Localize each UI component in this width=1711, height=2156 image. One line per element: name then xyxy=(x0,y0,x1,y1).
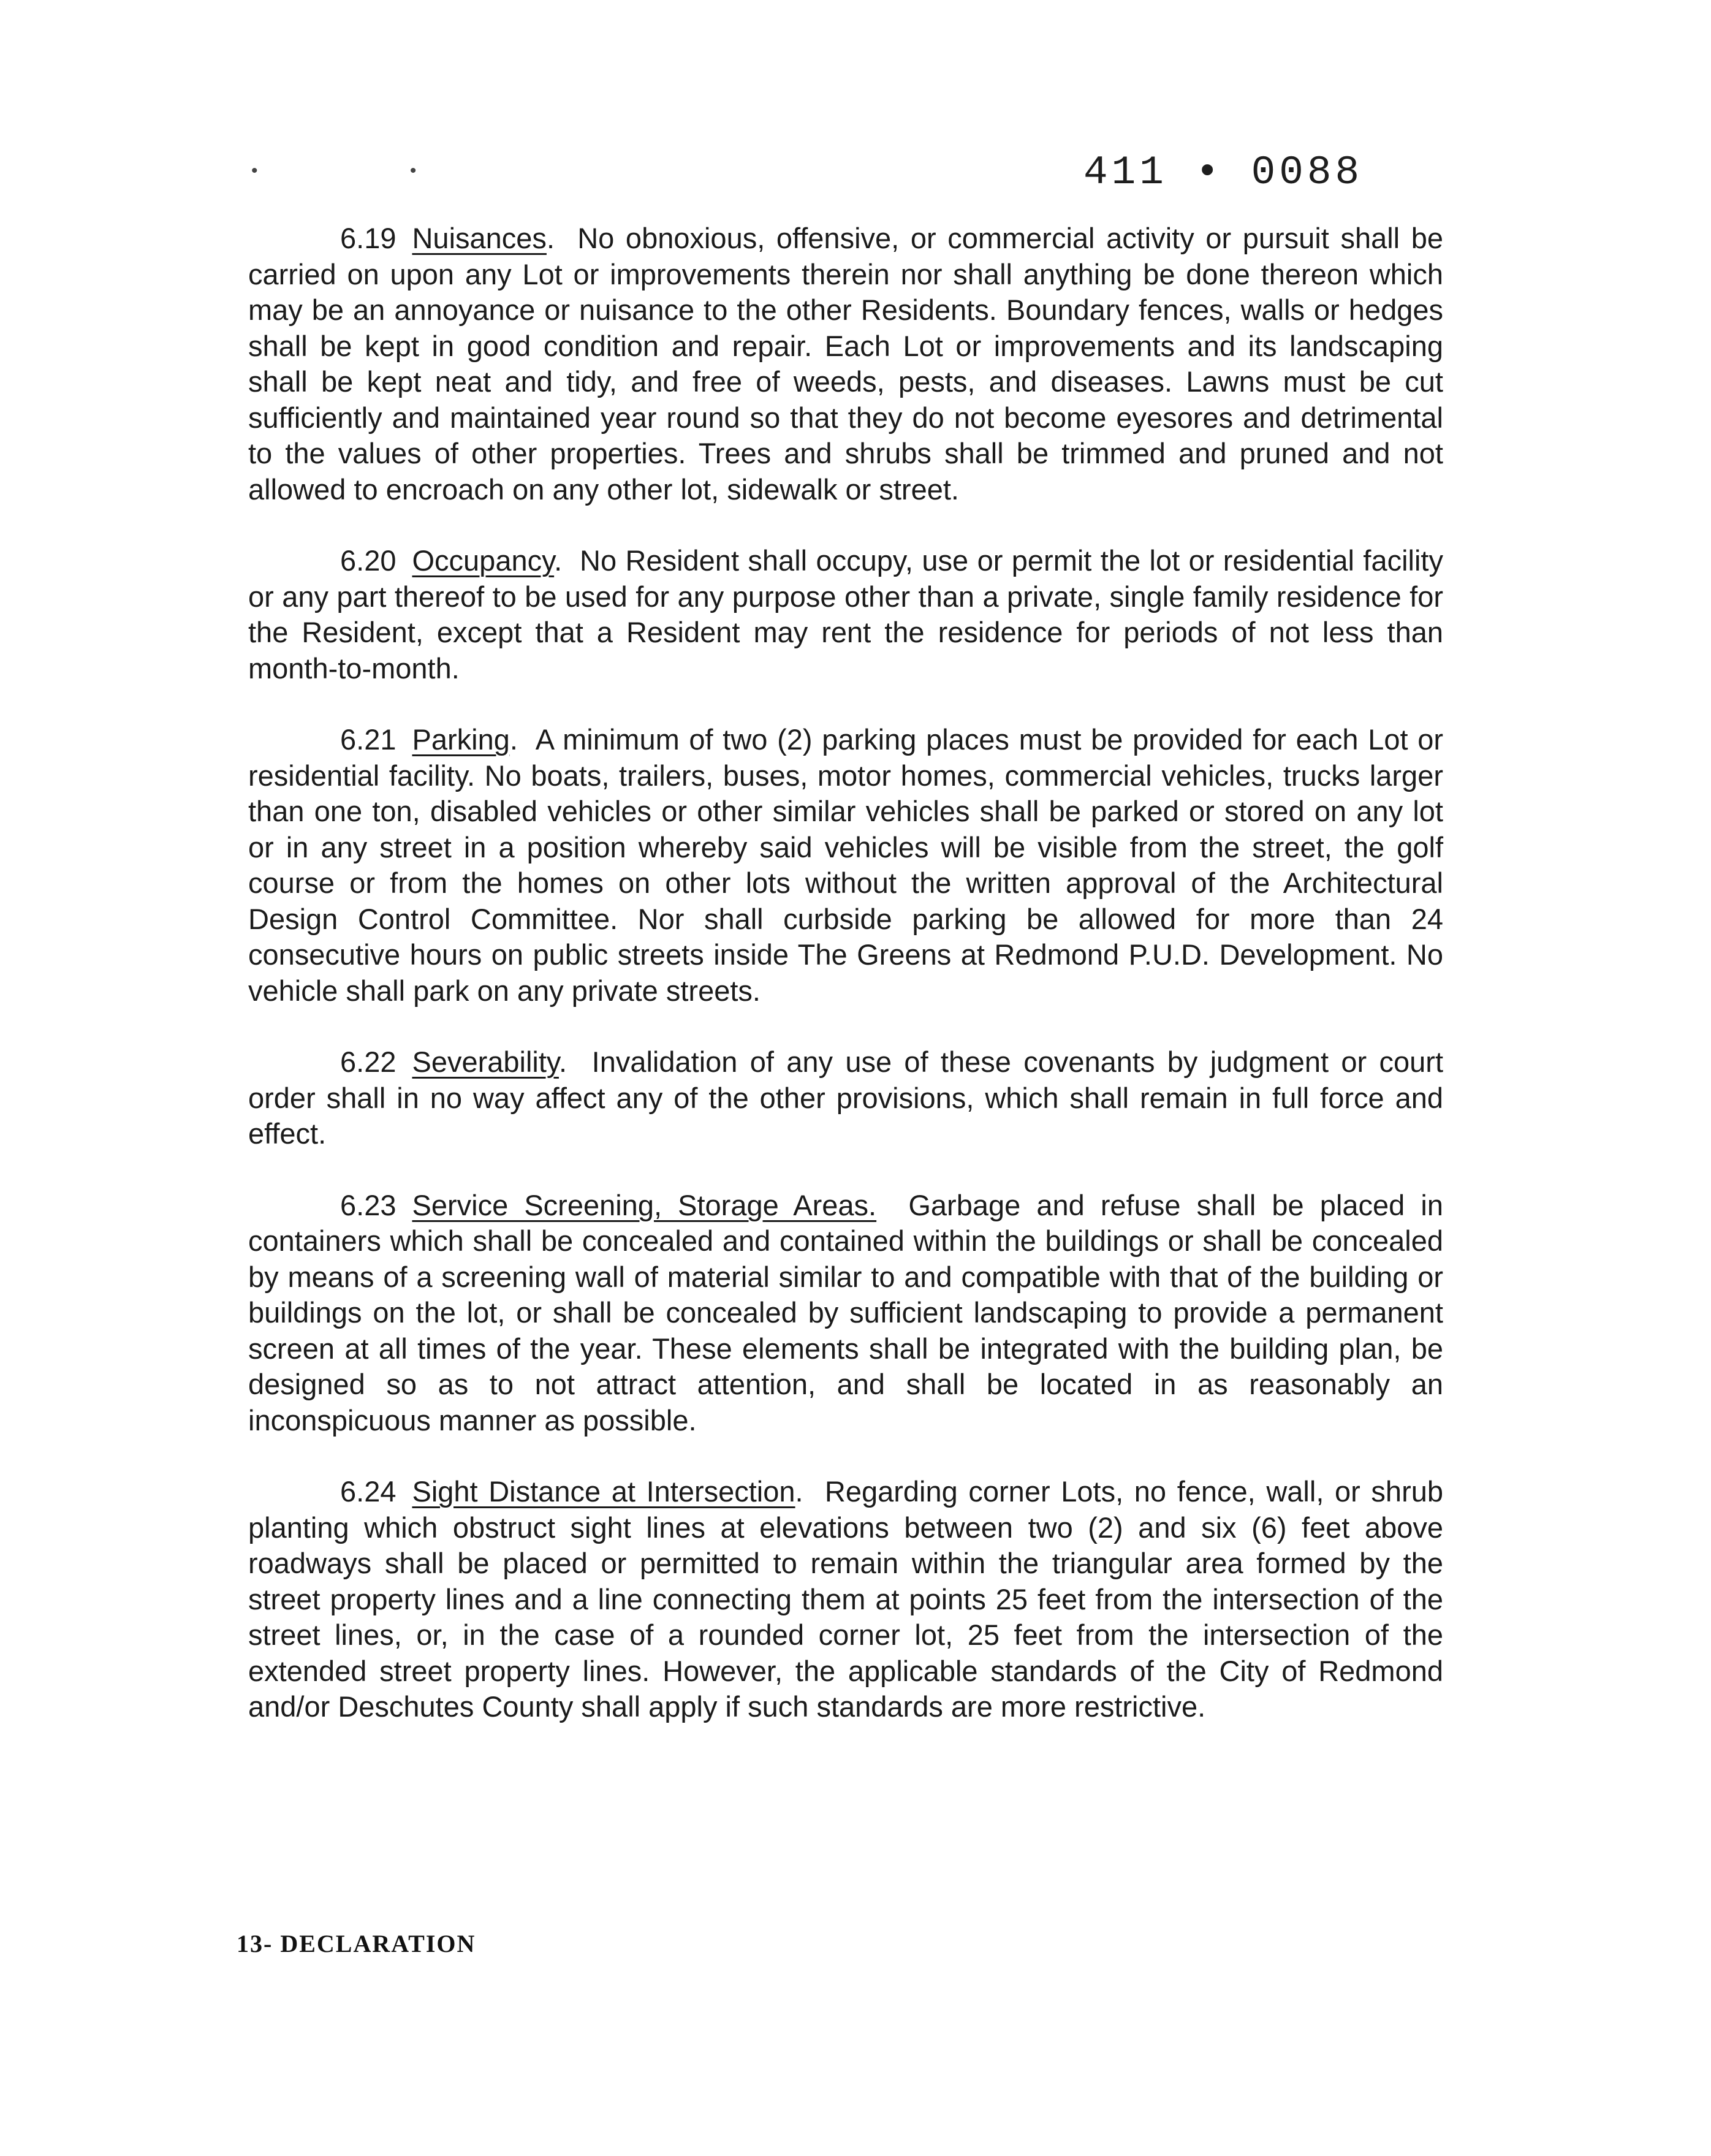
section-6-24 xyxy=(248,1474,1443,1725)
section-6-19 xyxy=(248,221,1443,507)
section-text: Invalidation of any use of these covenants by judgment or court order shall in no way affect any of the other provisions, which shall remain in full force and effect. xyxy=(248,1046,1443,1150)
section-title: Parking xyxy=(412,723,510,756)
section-title: Severability xyxy=(412,1046,559,1078)
section-number: 6.22 xyxy=(340,1046,396,1078)
section-text: Garbage and refuse shall be placed in containers which shall be concealed and contained within the buildings or shall be concealed by means of a screening wall of material similar to and compatible with that of the building or buildings on the lot, or shall be concealed by sufficient landscaping to provide a permanent screen at all times of the year. These elements shall be integrated with the building plan, be designed so as to not attract attention, and shall be located in as reasonably an inconspicuous manner as possible. xyxy=(248,1188,1443,1437)
section-title-punct: . xyxy=(546,222,555,254)
section-number: 6.20 xyxy=(340,544,396,577)
section-6-22 xyxy=(248,1044,1443,1152)
section-title-punct: . xyxy=(509,723,518,756)
scan-specks: • • xyxy=(251,161,490,181)
section-title: Service Screening, Storage Areas. xyxy=(412,1188,877,1221)
section-text: No Resident shall occupy, use or permit the lot or residential facility or any part thereof to be used for any purpose other than a private, single family residence for the Resident, except that a Resident may rent the residence for periods of not less than month-to-month. xyxy=(248,544,1443,685)
section-title: Occupancy xyxy=(412,544,555,577)
page-footer-label: 13- DECLARATION xyxy=(237,1930,476,1957)
section-title-punct: . xyxy=(558,1046,567,1078)
section-6-20 xyxy=(248,543,1443,686)
section-number: 6.23 xyxy=(340,1188,396,1221)
section-text: No obnoxious, offensive, or commercial activity or pursuit shall be carried on upon any Lot or improvements therein nor shall anything be done thereon which may be an annoyance or nuisance to the other Residents. Boundary fences, walls or hedges shall be kept in good condition and repair. Each Lot or improvements and its landscaping shall be kept neat and tidy, and free of weeds, pests, and diseases. Lawns must be cut sufficiently and maintained year round so that they do not become eyesores and detrimental to the values of other properties. Trees and shrubs shall be trimmed and pruned and not allowed to encroach on any other lot, sidewalk or street. xyxy=(248,222,1443,506)
book-page-reference: 411 • 0088 xyxy=(1083,150,1364,195)
section-number: 6.19 xyxy=(340,222,396,254)
section-title: Sight Distance at Intersection xyxy=(412,1475,795,1508)
section-text: A minimum of two (2) parking places must be provided for each Lot or residential facility. No boats, trailers, buses, motor homes, commercial vehicles, trucks larger than one ton, disabled vehicles or other similar vehicles shall be parked or stored on any lot or in any street in a position whereby said vehicles will be visible from the street, the golf course or from the homes on other lots without the written approval of the Architectural Design Control Committee. Nor shall curbside parking be allowed for more than 24 consecutive hours on public streets inside The Greens at Redmond P.U.D. Development. No vehicle shall park on any private streets. xyxy=(248,723,1443,1007)
section-title: Nuisances xyxy=(412,222,547,254)
section-title-punct: . xyxy=(795,1475,803,1508)
section-title-punct: . xyxy=(554,544,563,577)
covenants-body xyxy=(248,221,1443,1725)
section-6-21 xyxy=(248,722,1443,1009)
section-6-23 xyxy=(248,1188,1443,1439)
section-text: Regarding corner Lots, no fence, wall, or shrub planting which obstruct sight lines at elevations between two (2) and six (6) feet above roadways shall be placed or permitted to remain within the triangular area formed by the street property lines and a line connecting them at points 25 feet from the intersection of the street lines, or, in the case of a rounded corner lot, 25 feet from the intersection of the extended street property lines. However, the applicable standards of the City of Redmond and/or Deschutes County shall apply if such standards are more restrictive. xyxy=(248,1475,1444,1723)
section-number: 6.21 xyxy=(340,723,396,756)
section-number: 6.24 xyxy=(340,1475,396,1508)
